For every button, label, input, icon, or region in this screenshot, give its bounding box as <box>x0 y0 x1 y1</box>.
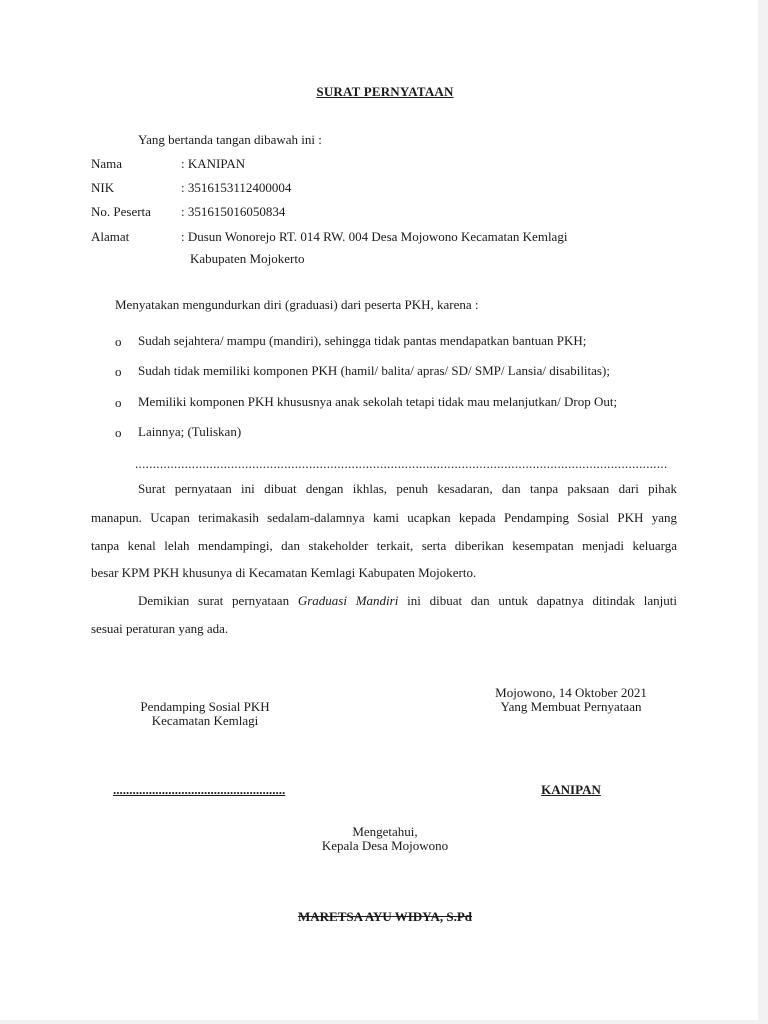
field-value-no-peserta: : 351615016050834 <box>181 204 286 219</box>
village-head-signature-name: MARETSA AYU WIDYA, S.Pd <box>298 909 472 924</box>
document-title: SURAT PERNYATAAN <box>316 84 454 99</box>
maker-signature-name: KANIPAN <box>541 782 601 797</box>
dotted-fill-line: ...................................................................................................................................................... <box>135 456 668 471</box>
paragraph-line: manapun. Ucapan terimakasih sedalam-dalamnya kami ucapkan kepada Pendamping Sosial PKH yang <box>91 510 677 525</box>
bullet-icon: o <box>115 364 122 379</box>
companion-district: Kecamatan Kemlagi <box>151 713 259 728</box>
reason-item: Memiliki komponen PKH khususnya anak sekolah tetapi tidak mau melanjutkan/ Drop Out; <box>138 394 618 409</box>
companion-signature-name: ..................................................... <box>113 782 286 797</box>
paragraph-line: besar KPM PKH khusunya di Kecamatan Kemlagi Kabupaten Mojokerto. <box>91 565 477 580</box>
field-value-alamat-line2: Kabupaten Mojokerto <box>190 251 305 266</box>
closing-paragraph-line <box>138 593 677 609</box>
acknowledge-text: Mengetahui, <box>352 824 418 839</box>
intro-text: Yang bertanda tangan dibawah ini : <box>138 132 322 147</box>
field-label-no-peserta: No. Peserta <box>91 204 151 219</box>
field-label-nik: NIK <box>91 180 115 195</box>
bullet-icon: o <box>115 395 122 410</box>
place-date: Mojowono, 14 Oktober 2021 <box>495 685 647 700</box>
companion-title: Pendamping Sosial PKH <box>140 699 270 714</box>
paragraph-line: tanpa kenal lelah mendampingi, dan stakeholder terkait, serta diberikan kesempatan menjadi keluarga <box>91 538 677 553</box>
reason-item: Sudah tidak memiliki komponen PKH (hamil/ balita/ apras/ SD/ SMP/ Lansia/ disabilitas); <box>138 363 610 378</box>
paragraph-line: Surat pernyataan ini dibuat dengan ikhlas, penuh kesadaran, dan tanpa paksaan dari pihak <box>138 481 677 496</box>
maker-title: Yang Membuat Pernyataan <box>500 699 642 714</box>
closing-text-before: Demikian surat pernyataan <box>138 593 298 608</box>
village-head-title: Kepala Desa Mojowono <box>321 838 449 853</box>
field-value-nik: : 3516153112400004 <box>181 180 292 195</box>
reason-item: Lainnya; (Tuliskan) <box>138 424 242 439</box>
bullet-icon: o <box>115 425 122 440</box>
statement-text: Menyatakan mengundurkan diri (graduasi) dari peserta PKH, karena : <box>115 297 479 312</box>
closing-text-after: ini dibuat dan untuk dapatnya ditindak lanjuti <box>398 593 678 608</box>
field-label-alamat: Alamat <box>91 229 130 244</box>
bullet-icon: o <box>115 334 122 349</box>
reason-item: Sudah sejahtera/ mampu (mandiri), sehingga tidak pantas mendapatkan bantuan PKH; <box>138 333 587 348</box>
field-label-nama: Nama <box>91 156 123 171</box>
closing-text-italic: Graduasi Mandiri <box>297 593 399 608</box>
closing-paragraph-line2: sesuai peraturan yang ada. <box>91 621 229 636</box>
field-value-nama: : KANIPAN <box>181 156 246 171</box>
field-value-alamat: : Dusun Wonorejo RT. 014 RW. 004 Desa Mojowono Kecamatan Kemlagi <box>181 229 568 244</box>
